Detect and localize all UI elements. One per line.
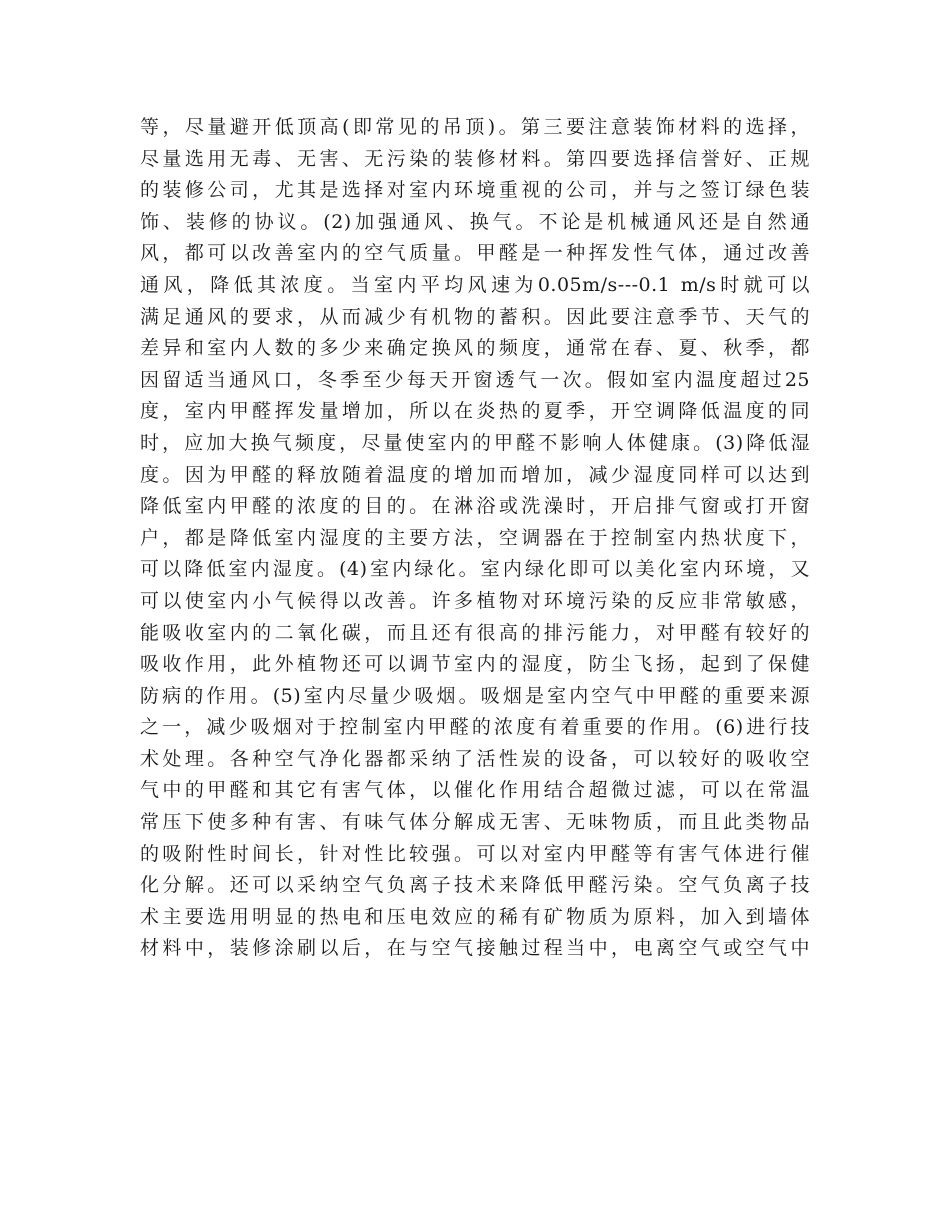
text-line: 吸收作用，此外植物还可以调节室内的湿度，防尘飞扬，起到了保健 — [140, 653, 810, 676]
text-line: 术主要选用明显的热电和压电效应的稀有矿物质为原料，加入到墙体 — [140, 905, 810, 928]
text-line: 化分解。还可以采纳空气负离子技术来降低甲醛污染。空气负离子技 — [140, 874, 810, 897]
text-line: 等，尽量避开低顶高(即常见的吊顶)。第三要注意装饰材料的选择， — [140, 116, 810, 138]
text-line: 的装修公司，尤其是选择对室内环境重视的公司，并与之签订绿色装 — [140, 179, 810, 202]
text-line: 之一，减少吸烟对于控制室内甲醛的浓度有着重要的作用。(6)进行技 — [140, 716, 810, 739]
text-line: 常压下使多种有害、有味气体分解成无害、无味物质，而且此类物品 — [140, 811, 810, 834]
text-line: 可以降低室内湿度。(4)室内绿化。室内绿化即可以美化室内环境，又 — [140, 558, 810, 581]
text-line: 气中的甲醛和其它有害气体，以催化作用结合超微过滤，可以在常温 — [140, 779, 810, 802]
text-line: 通风，降低其浓度。当室内平均风速为0.05m/s---0.1 m/s时就可以 — [140, 273, 810, 296]
text-line: 的吸附性时间长，针对性比较强。可以对室内甲醛等有害气体进行催 — [140, 842, 810, 865]
text-line: 度，室内甲醛挥发量增加，所以在炎热的夏季，开空调降低温度的同 — [140, 400, 810, 423]
text-line: 度。因为甲醛的释放随着温度的增加而增加，减少湿度同样可以达到 — [140, 463, 810, 486]
text-line: 降低室内甲醛的浓度的目的。在淋浴或洗澡时，开启排气窗或打开窗 — [140, 495, 810, 518]
text-line: 材料中，装修涂刷以后，在与空气接触过程当中，电离空气或空气中 — [140, 937, 810, 960]
text-line: 尽量选用无毒、无害、无污染的装修材料。第四要选择信誉好、正规 — [140, 147, 810, 170]
text-line: 差异和室内人数的多少来确定换风的频度，通常在春、夏、秋季，都 — [140, 337, 810, 360]
text-line: 户，都是降低室内湿度的主要方法，空调器在于控制室内热状度下， — [140, 526, 810, 549]
text-line: 防病的作用。(5)室内尽量少吸烟。吸烟是室内空气中甲醛的重要来源 — [140, 684, 810, 707]
text-line: 因留适当通风口，冬季至少每天开窗透气一次。假如室内温度超过25 — [140, 368, 810, 391]
text-line: 满足通风的要求，从而减少有机物的蓄积。因此要注意季节、天气的 — [140, 305, 810, 328]
body-text — [140, 112, 810, 965]
text-line: 能吸收室内的二氧化碳，而且还有很高的排污能力，对甲醛有较好的 — [140, 621, 810, 644]
text-line: 饰、装修的协议。(2)加强通风、换气。不论是机械通风还是自然通 — [140, 210, 810, 233]
text-line: 时，应加大换气频度，尽量使室内的甲醛不影响人体健康。(3)降低湿 — [140, 431, 810, 454]
text-line: 可以使室内小气候得以改善。许多植物对环境污染的反应非常敏感， — [140, 589, 810, 612]
text-line: 术处理。各种空气净化器都采纳了活性炭的设备，可以较好的吸收空 — [140, 747, 810, 770]
text-line: 风，都可以改善室内的空气质量。甲醛是一种挥发性气体，通过改善 — [140, 242, 810, 265]
